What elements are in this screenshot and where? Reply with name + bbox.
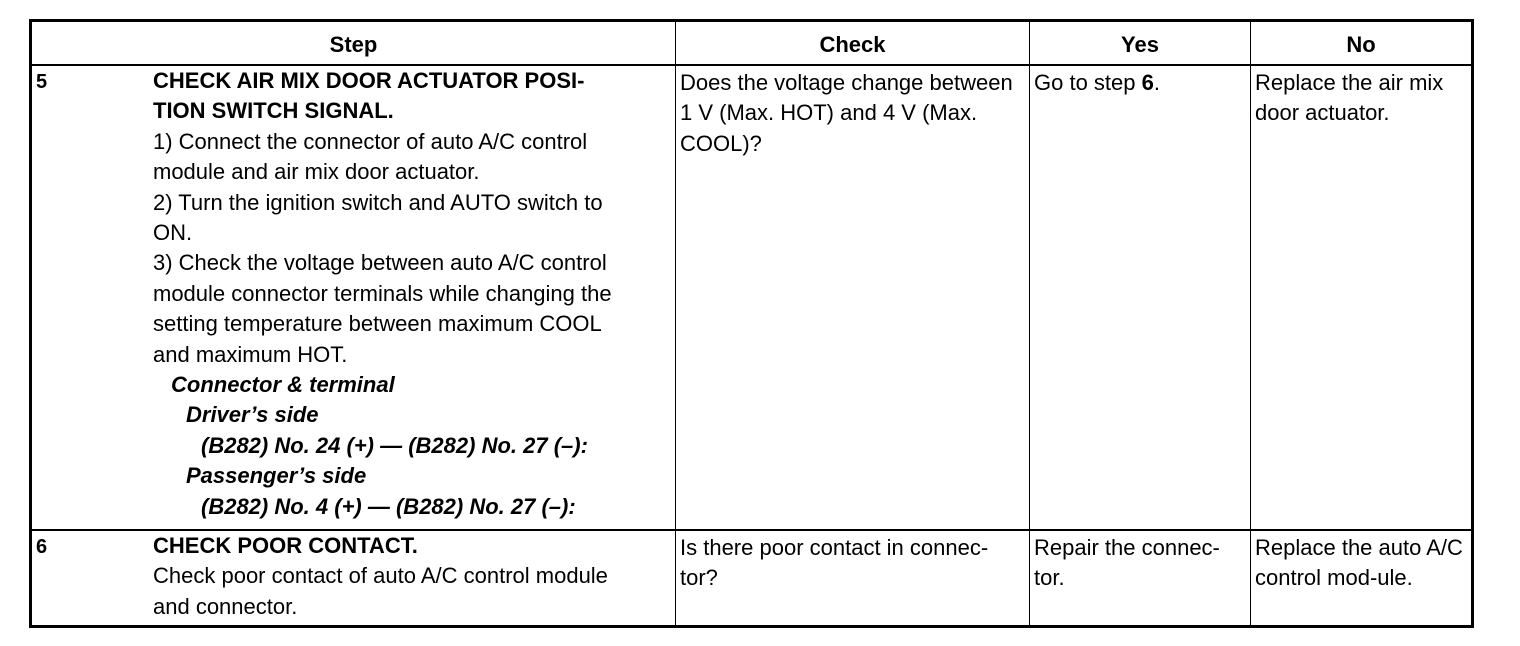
instruction-line: ON. xyxy=(153,220,193,246)
step-body xyxy=(153,66,675,522)
passenger-side-heading: Passenger’s side xyxy=(186,463,367,489)
driver-terminal: (B282) No. 24 (+) — (B282) No. 27 (–): xyxy=(201,432,588,458)
yes-cell: Repair the connec-tor. xyxy=(1030,530,1251,627)
driver-side-heading: Driver’s side xyxy=(186,402,319,428)
instruction-line: setting temperature between maximum COOL xyxy=(153,311,602,337)
connector-heading: Connector & terminal xyxy=(171,372,395,398)
table-row xyxy=(31,530,1473,627)
header-row xyxy=(31,21,1473,66)
instruction-line: Check poor contact of auto A/C control module xyxy=(153,563,608,589)
check-cell: Does the voltage change between 1 V (Max. HOT) and 4 V (Max. COOL)? xyxy=(676,65,1030,530)
instruction-line: module and air mix door actuator. xyxy=(153,159,480,185)
header-step: Step xyxy=(31,21,676,66)
header-no: No xyxy=(1251,21,1473,66)
instruction-line: 3) Check the voltage between auto A/C control xyxy=(153,250,607,276)
step-cell xyxy=(31,65,676,530)
header-check: Check xyxy=(676,21,1030,66)
step-title-line: CHECK POOR CONTACT. xyxy=(153,533,418,558)
instruction-line: 1) Connect the connector of auto A/C control xyxy=(153,128,588,154)
yes-cell xyxy=(1030,65,1251,530)
yes-prefix: Go to step xyxy=(1034,70,1142,95)
yes-step-ref: 6 xyxy=(1141,70,1154,95)
step-cell xyxy=(31,530,676,627)
passenger-terminal: (B282) No. 4 (+) — (B282) No. 27 (–): xyxy=(201,493,576,519)
instruction-line: and connector. xyxy=(153,593,298,619)
yes-suffix: . xyxy=(1153,70,1160,95)
no-cell: Replace the auto A/C control mod-ule. xyxy=(1251,530,1473,627)
check-cell: Is there poor contact in connec-tor? xyxy=(676,530,1030,627)
instruction-line: 2) Turn the ignition switch and AUTO switch to xyxy=(153,189,603,215)
step-body xyxy=(153,531,675,622)
instruction-line: and maximum HOT. xyxy=(153,341,348,367)
diagnostic-table xyxy=(29,19,1474,628)
table-row xyxy=(31,65,1473,530)
step-title-line: CHECK AIR MIX DOOR ACTUATOR POSI- xyxy=(153,68,585,93)
no-cell: Replace the air mix door actuator. xyxy=(1251,65,1473,530)
step-number: 5 xyxy=(36,71,48,93)
step-number: 6 xyxy=(36,536,48,558)
header-yes: Yes xyxy=(1030,21,1251,66)
instruction-line: module connector terminals while changing the xyxy=(153,280,612,306)
step-title-line: TION SWITCH SIGNAL. xyxy=(153,98,394,124)
